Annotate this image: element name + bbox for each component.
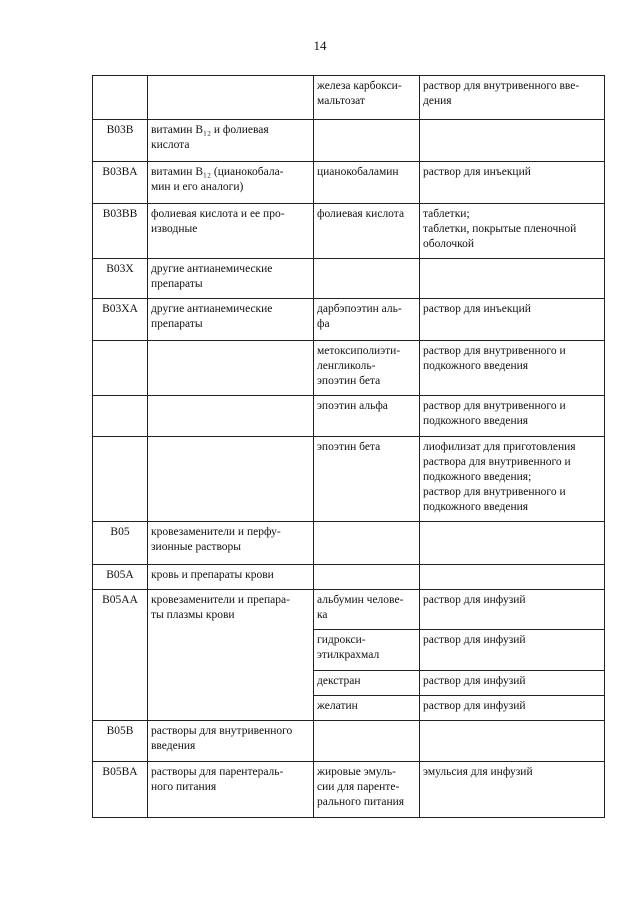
form-cell: раствор для инъекций bbox=[420, 299, 605, 341]
table-row bbox=[93, 522, 605, 565]
atc-code-cell: B03X bbox=[93, 259, 148, 299]
form-cell: лиофилизат для приготовления раствора для внутривенного и подкожного введения; раствор для внутривенного и подкожного введения bbox=[420, 437, 605, 522]
atc-code-cell: B03BA bbox=[93, 162, 148, 204]
drug-cell: дарбэпоэтин аль- фа bbox=[314, 299, 420, 341]
group-cell: другие антианемические препараты bbox=[148, 259, 314, 299]
form-cell bbox=[420, 565, 605, 590]
atc-code-cell bbox=[93, 76, 148, 120]
group-cell bbox=[148, 437, 314, 522]
atc-code-cell: B05B bbox=[93, 721, 148, 762]
atc-code-cell bbox=[93, 437, 148, 522]
drug-cell: декстран bbox=[314, 671, 420, 696]
form-cell bbox=[420, 120, 605, 162]
drug-cell: метоксиполиэти- ленгликоль- эпоэтин бета bbox=[314, 341, 420, 396]
drug-cell: эпоэтин бета bbox=[314, 437, 420, 522]
form-cell bbox=[420, 721, 605, 762]
atc-code-cell bbox=[93, 341, 148, 396]
page-number: 14 bbox=[313, 38, 327, 53]
atc-code-cell: B05 bbox=[93, 522, 148, 565]
table-row bbox=[93, 437, 605, 522]
drug-cell: гидрокси- этилкрахмал bbox=[314, 630, 420, 671]
table-row bbox=[93, 299, 605, 341]
drug-table bbox=[92, 75, 605, 818]
drug-cell: альбумин человe- ка bbox=[314, 590, 420, 630]
drug-cell: желатин bbox=[314, 696, 420, 721]
form-cell: раствор для инфузий bbox=[420, 696, 605, 721]
group-cell: фолиевая кислота и ее про- изводные bbox=[148, 204, 314, 259]
atc-code-cell: B05AA bbox=[93, 590, 148, 721]
table-row bbox=[93, 341, 605, 396]
group-cell: другие антианемические препараты bbox=[148, 299, 314, 341]
group-cell: растворы для парентераль- ного питания bbox=[148, 762, 314, 818]
form-cell: раствор для инфузий bbox=[420, 671, 605, 696]
group-cell: кровезаменители и перфу- зионные растворы bbox=[148, 522, 314, 565]
table-row bbox=[93, 162, 605, 204]
form-cell: раствор для внутривенного вве- дения bbox=[420, 76, 605, 120]
drug-cell: жировые эмуль- сии для паренте- рального питания bbox=[314, 762, 420, 818]
table-row bbox=[93, 721, 605, 762]
drug-cell: железа карбокси- мальтозат bbox=[314, 76, 420, 120]
table-row bbox=[93, 762, 605, 818]
form-cell: раствор для внутривенного и подкожного введения bbox=[420, 396, 605, 437]
group-cell: витамин B₁₂ и фолиевая кислота bbox=[148, 120, 314, 162]
group-cell bbox=[148, 76, 314, 120]
form-cell: таблетки; таблетки, покрытые пленочной оболочкой bbox=[420, 204, 605, 259]
table-row bbox=[93, 590, 605, 630]
group-cell bbox=[148, 396, 314, 437]
group-cell: кровь и препараты крови bbox=[148, 565, 314, 590]
group-cell bbox=[148, 341, 314, 396]
form-cell: эмульсия для инфузий bbox=[420, 762, 605, 818]
table-row bbox=[93, 396, 605, 437]
atc-code-cell: B05A bbox=[93, 565, 148, 590]
form-cell bbox=[420, 259, 605, 299]
atc-code-cell bbox=[93, 396, 148, 437]
group-cell: витамин B₁₂ (цианокобала- мин и его аналоги) bbox=[148, 162, 314, 204]
drug-cell bbox=[314, 522, 420, 565]
atc-code-cell: B03XA bbox=[93, 299, 148, 341]
form-cell: раствор для инъекций bbox=[420, 162, 605, 204]
form-cell: раствор для внутривенного и подкожного введения bbox=[420, 341, 605, 396]
form-cell: раствор для инфузий bbox=[420, 590, 605, 630]
drug-cell bbox=[314, 721, 420, 762]
table-row bbox=[93, 76, 605, 120]
drug-cell: фолиевая кислота bbox=[314, 204, 420, 259]
form-cell: раствор для инфузий bbox=[420, 630, 605, 671]
group-cell: растворы для внутривенного введения bbox=[148, 721, 314, 762]
form-cell bbox=[420, 522, 605, 565]
table-row bbox=[93, 565, 605, 590]
table-row bbox=[93, 204, 605, 259]
drug-cell bbox=[314, 259, 420, 299]
drug-cell bbox=[314, 565, 420, 590]
drug-cell: эпоэтин альфа bbox=[314, 396, 420, 437]
group-cell: кровезаменители и препара- ты плазмы крови bbox=[148, 590, 314, 721]
atc-code-cell: B03BB bbox=[93, 204, 148, 259]
atc-code-cell: B03B bbox=[93, 120, 148, 162]
drug-cell: цианокобаламин bbox=[314, 162, 420, 204]
atc-code-cell: B05BA bbox=[93, 762, 148, 818]
table-row bbox=[93, 120, 605, 162]
table-row bbox=[93, 259, 605, 299]
drug-cell bbox=[314, 120, 420, 162]
